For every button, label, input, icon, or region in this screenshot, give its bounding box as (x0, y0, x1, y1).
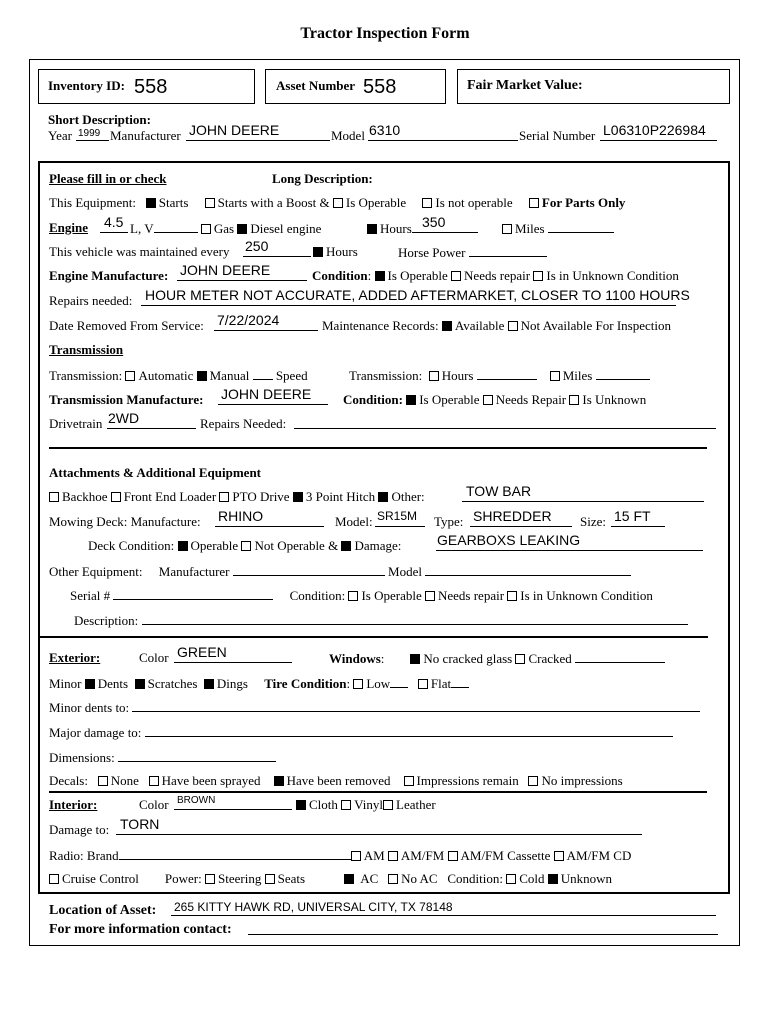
miles-checkbox[interactable] (502, 224, 512, 234)
row-other-equipment (49, 563, 631, 579)
row-maintained-hours (313, 244, 358, 259)
row-minor: Minor Dents Scratches Dings Tire Condition: Low Flat (49, 675, 469, 691)
pto-label: PTO Drive (232, 489, 290, 504)
horse-power-line[interactable] (469, 244, 547, 257)
cruise-label: Cruise Control (62, 871, 139, 886)
manufacturer-label: Manufacturer (110, 128, 181, 143)
pto-checkbox[interactable] (219, 492, 229, 502)
transmission-label-2: Transmission: (349, 368, 423, 383)
is-operable-label: Is Operable (345, 195, 407, 210)
other-checkbox[interactable] (378, 492, 388, 502)
ac-unknown-checkbox[interactable] (548, 874, 558, 884)
other-value[interactable]: TOW BAR (466, 483, 532, 499)
trans-miles-label: Miles (562, 368, 593, 383)
row-serial (70, 587, 653, 603)
interior-damage-label: Damage to: (49, 822, 110, 837)
row-deck-condition (88, 538, 401, 553)
maint-records-label: Maintenance Records: (322, 318, 439, 333)
inventory-value[interactable]: 558 (134, 76, 168, 98)
cold-label: Cold (519, 871, 545, 886)
maintained-label: This vehicle was maintained every (49, 244, 230, 259)
repairs-value[interactable]: HOUR METER NOT ACCURATE, ADDED AFTERMARKET, CLOSER TO 1100 HOURS (145, 287, 690, 303)
engine-operable-label: Is Operable (387, 268, 448, 283)
seats-label: Seats (277, 871, 306, 886)
seats-checkbox[interactable] (265, 874, 275, 884)
miles-line[interactable] (548, 220, 614, 233)
windows-label: Windows (329, 651, 381, 666)
cruise-checkbox[interactable] (49, 874, 59, 884)
available-label: Available (454, 318, 505, 333)
transmission-mfr-value[interactable]: JOHN DEERE (221, 386, 312, 402)
section-divider (38, 636, 708, 638)
location-value[interactable]: 265 KITTY HAWK RD, UNIVERSAL CITY, TX 78148 (174, 900, 453, 914)
other-model-label: Model (388, 564, 422, 579)
asset-label: Asset Number (276, 78, 356, 93)
transmission-label: Transmission: (49, 368, 123, 383)
trans-unknown-label: Is Unknown (582, 392, 647, 407)
deck-not-operable-label: Not Operable & (254, 538, 339, 553)
diesel-checkbox[interactable] (237, 224, 247, 234)
not-operable-checkbox[interactable] (422, 198, 432, 208)
gas-checkbox[interactable] (201, 224, 211, 234)
row-horse-power (398, 244, 547, 260)
amfm-label: AM/FM (400, 848, 445, 863)
deck-operable-checkbox[interactable] (178, 541, 188, 551)
starts-boost-checkbox[interactable] (205, 198, 215, 208)
row-decals (49, 773, 623, 788)
flat-line[interactable] (451, 675, 469, 688)
other-operable-label: Is Operable (361, 588, 422, 603)
other-label: Other: (391, 489, 425, 504)
mowing-model-label: Model: (335, 514, 373, 529)
fill-in-heading: Please fill in or check (49, 171, 167, 186)
no-ac-checkbox[interactable] (388, 874, 398, 884)
speed-label: Speed (275, 368, 308, 383)
row-engine (130, 220, 321, 236)
trans-repairs-label: Repairs Needed: (200, 416, 287, 431)
leather-checkbox[interactable] (383, 800, 393, 810)
power-label: Power: (164, 871, 202, 886)
front-loader-checkbox[interactable] (111, 492, 121, 502)
ac-unknown-label: Unknown (560, 871, 613, 886)
contact-line[interactable] (248, 922, 718, 935)
no-cracked-label: No cracked glass (423, 651, 513, 666)
row-transmission-type (49, 367, 308, 383)
flat-checkbox[interactable] (418, 679, 428, 689)
major-damage-line[interactable] (145, 724, 673, 737)
other-equipment-label: Other Equipment: (49, 564, 143, 579)
transmission-heading: Transmission (49, 342, 124, 357)
year-value[interactable]: 1999 (78, 128, 101, 139)
ac-label: AC (360, 871, 379, 886)
trans-operable-checkbox[interactable] (406, 395, 416, 405)
row-maint-records (322, 318, 671, 333)
starts-label: Starts (158, 195, 189, 210)
parts-only-label: For Parts Only (541, 195, 626, 210)
decals-label: Decals: (49, 773, 88, 788)
interior-heading: Interior: (49, 797, 98, 812)
other-condition-label: Condition: (289, 588, 346, 603)
decals-removed-label: Have been removed (286, 773, 391, 788)
row-engine-condition: Condition: Is Operable Needs repair Is in Unknown Condition (312, 268, 679, 283)
trans-hours-label: Hours (441, 368, 474, 383)
speed-line[interactable] (253, 367, 273, 380)
not-available-label: Not Available For Inspection (520, 318, 671, 333)
mowing-size-label: Size: (580, 514, 606, 529)
trans-operable-label: Is Operable (419, 392, 480, 407)
maintained-hours-checkbox[interactable] (313, 247, 323, 257)
other-operable-checkbox[interactable] (348, 591, 358, 601)
repairs-label: Repairs needed: (49, 293, 133, 308)
ac-checkbox[interactable] (344, 874, 354, 884)
cassette-label: AM/FM Cassette (460, 848, 551, 863)
exterior-heading: Exterior: (49, 650, 101, 665)
contact-label: For more information contact: (49, 922, 232, 937)
low-line[interactable] (390, 675, 408, 688)
maintained-value[interactable]: 250 (245, 238, 269, 254)
minor-dents-line[interactable] (132, 699, 700, 712)
model-value[interactable]: 6310 (369, 122, 401, 138)
trans-hours-line[interactable] (477, 367, 537, 380)
dings-label: Dings (216, 676, 248, 691)
long-description-heading: Long Description: (272, 171, 373, 186)
transmission-condition-label: Condition: (343, 392, 403, 407)
row-engine-miles (502, 220, 614, 236)
serial-label-2: Serial # (70, 588, 111, 603)
backhoe-label: Backhoe (62, 489, 108, 504)
starts-boost-label: Starts with a Boost & (217, 195, 330, 210)
miles-label: Miles (515, 221, 545, 236)
decals-sprayed-checkbox[interactable] (149, 776, 159, 786)
cd-checkbox[interactable] (554, 851, 564, 861)
cd-label: AM/FM CD (566, 848, 632, 863)
deck-damage-label: Damage: (354, 538, 402, 553)
mowing-mfr-value[interactable]: RHINO (218, 508, 264, 524)
am-label: AM (363, 848, 385, 863)
hitch-label: 3 Point Hitch (305, 489, 376, 504)
not-operable-label: Is not operable (435, 195, 513, 210)
row-radio (49, 847, 631, 863)
automatic-checkbox[interactable] (125, 371, 135, 381)
radio-label: Radio: Brand (49, 848, 119, 863)
tire-condition-label: Tire Condition (264, 676, 347, 691)
trans-repair-checkbox[interactable] (483, 395, 493, 405)
trans-repairs-line[interactable] (294, 416, 716, 429)
cracked-line[interactable] (575, 650, 665, 663)
interior-color-value[interactable]: BROWN (177, 795, 216, 806)
backhoe-checkbox[interactable] (49, 492, 59, 502)
scratches-label: Scratches (147, 676, 198, 691)
trans-miles-checkbox[interactable] (550, 371, 560, 381)
description-label: Description: (74, 613, 139, 628)
low-label: Low (366, 676, 391, 691)
other-unknown-label: Is in Unknown Condition (520, 588, 653, 603)
engine-size-value[interactable]: 4.5 (104, 214, 124, 230)
dings-checkbox[interactable] (204, 679, 214, 689)
other-manufacturer-line[interactable] (233, 563, 385, 576)
scratches-checkbox[interactable] (135, 679, 145, 689)
decals-no-impressions-checkbox[interactable] (528, 776, 538, 786)
available-checkbox[interactable] (442, 321, 452, 331)
other-repair-label: Needs repair (437, 588, 505, 603)
other-manufacturer-label: Manufacturer (158, 564, 230, 579)
inventory-label: Inventory ID: (48, 78, 125, 93)
engine-operable-checkbox[interactable] (375, 271, 385, 281)
vinyl-checkbox[interactable] (341, 800, 351, 810)
row-transmission-hours (349, 367, 650, 383)
deck-damage-checkbox[interactable] (341, 541, 351, 551)
hours-label: Hours (380, 221, 412, 236)
no-cracked-checkbox[interactable] (410, 654, 420, 664)
cracked-checkbox[interactable] (515, 654, 525, 664)
horse-power-label: Horse Power (398, 245, 466, 260)
date-removed-label: Date Removed From Service: (49, 318, 204, 333)
dents-checkbox[interactable] (85, 679, 95, 689)
is-operable-checkbox[interactable] (333, 198, 343, 208)
major-damage-label: Major damage to: (49, 725, 142, 740)
decals-impressions-checkbox[interactable] (404, 776, 414, 786)
decals-no-impressions-label: No impressions (541, 773, 623, 788)
serial-label: Serial Number (519, 128, 596, 143)
flat-label: Flat (430, 676, 452, 691)
starts-checkbox[interactable] (146, 198, 156, 208)
row-description (74, 612, 688, 628)
row-minor-dents (49, 699, 700, 715)
cold-checkbox[interactable] (506, 874, 516, 884)
trans-unknown-checkbox[interactable] (569, 395, 579, 405)
serial-value[interactable]: L06310P226984 (603, 122, 706, 138)
interior-damage-line (116, 822, 642, 835)
leather-label: Leather (396, 797, 436, 812)
deck-not-operable-checkbox[interactable] (241, 541, 251, 551)
fmv-label: Fair Market Value: (467, 78, 583, 93)
other-repair-checkbox[interactable] (425, 591, 435, 601)
exterior-color-value[interactable]: GREEN (177, 644, 227, 660)
row-power (49, 871, 612, 886)
mowing-model-value[interactable]: SR15M (377, 509, 418, 523)
engine-mfr-value[interactable]: JOHN DEERE (180, 262, 271, 278)
lv-line[interactable] (154, 220, 198, 233)
dimensions-line[interactable] (118, 749, 276, 762)
deck-operable-label: Operable (190, 538, 239, 553)
steering-checkbox[interactable] (205, 874, 215, 884)
steering-label: Steering (218, 871, 262, 886)
transmission-mfr-label: Transmission Manufacture: (49, 392, 204, 407)
engine-unknown-label: Is in Unknown Condition (546, 268, 679, 283)
minor-label: Minor (49, 676, 82, 691)
deck-condition-label: Deck Condition: (88, 538, 175, 553)
cloth-checkbox[interactable] (296, 800, 306, 810)
am-checkbox[interactable] (351, 851, 361, 861)
amfm-checkbox[interactable] (388, 851, 398, 861)
row-windows: Windows: No cracked glass Cracked (329, 650, 665, 666)
hitch-checkbox[interactable] (293, 492, 303, 502)
engine-unknown-checkbox[interactable] (533, 271, 543, 281)
trans-hours-checkbox[interactable] (429, 371, 439, 381)
year-label: Year (48, 128, 72, 143)
row-attachments (49, 489, 425, 504)
engine-condition-label: Condition (312, 268, 368, 283)
cassette-checkbox[interactable] (448, 851, 458, 861)
mowing-type-label: Type: (434, 514, 464, 529)
decals-none-label: None (110, 773, 139, 788)
not-available-checkbox[interactable] (508, 321, 518, 331)
manufacturer-value[interactable]: JOHN DEERE (189, 122, 280, 138)
hours-value[interactable]: 350 (422, 214, 446, 230)
engine-mfr-label: Engine Manufacture: (49, 268, 169, 283)
parts-only-checkbox[interactable] (529, 198, 539, 208)
trans-repair-label: Needs Repair (495, 392, 567, 407)
section-divider (49, 791, 707, 793)
dents-label: Dents (97, 676, 129, 691)
other-model-line[interactable] (425, 563, 631, 576)
drivetrain-value[interactable]: 2WD (108, 410, 140, 426)
section-divider (49, 447, 707, 449)
drivetrain-label: Drivetrain (49, 416, 103, 431)
automatic-label: Automatic (138, 368, 194, 383)
maintained-hours-label: Hours (326, 244, 358, 259)
row-upholstery (296, 797, 436, 812)
cloth-label: Cloth (309, 797, 338, 812)
mowing-label: Mowing Deck: Manufacture: (49, 514, 201, 529)
page-title: Tractor Inspection Form (300, 25, 470, 42)
location-label: Location of Asset: (49, 903, 157, 918)
row-dimensions (49, 749, 276, 765)
other-unknown-checkbox[interactable] (507, 591, 517, 601)
trans-miles-line[interactable] (596, 367, 650, 380)
model-label: Model (331, 128, 365, 143)
description-line[interactable] (142, 612, 688, 625)
engine-label: Engine (49, 220, 89, 235)
row-transmission-condition (343, 392, 646, 407)
manual-checkbox[interactable] (197, 371, 207, 381)
decals-removed-checkbox[interactable] (274, 776, 284, 786)
asset-value[interactable]: 558 (363, 76, 397, 98)
engine-repair-checkbox[interactable] (451, 271, 461, 281)
interior-color-label: Color (139, 797, 169, 812)
ac-condition-label: Condition: (447, 871, 503, 886)
decals-none-checkbox[interactable] (98, 776, 108, 786)
dimensions-label: Dimensions: (49, 750, 115, 765)
attachments-heading: Attachments & Additional Equipment (49, 465, 261, 480)
minor-dents-label: Minor dents to: (49, 700, 130, 715)
decals-sprayed-label: Have been sprayed (161, 773, 261, 788)
gas-label: Gas (213, 221, 235, 236)
manual-label: Manual (209, 368, 250, 383)
short-description-heading: Short Description: (48, 112, 151, 127)
this-equipment-label: This Equipment: (49, 195, 137, 210)
engine-repair-label: Needs repair (464, 268, 531, 283)
damage-value[interactable]: GEARBOXS LEAKING (437, 532, 581, 548)
row-major-damage (49, 724, 673, 740)
interior-damage-value[interactable]: TORN (120, 816, 160, 832)
mowing-type-value[interactable]: SHREDDER (473, 508, 552, 524)
cracked-label: Cracked (528, 651, 572, 666)
radio-brand-line[interactable] (119, 847, 351, 860)
row-this-equipment (49, 195, 625, 210)
low-checkbox[interactable] (353, 679, 363, 689)
front-loader-label: Front End Loader (123, 489, 217, 504)
decals-impressions-label: Impressions remain (416, 773, 519, 788)
serial-line-2[interactable] (113, 587, 273, 600)
vinyl-label: Vinyl (354, 797, 383, 812)
exterior-color-label: Color (139, 650, 169, 665)
mowing-size-value[interactable]: 15 FT (614, 508, 651, 524)
date-removed-value[interactable]: 7/22/2024 (217, 312, 280, 328)
diesel-label: Diesel engine (250, 221, 322, 236)
no-ac-label: No AC (401, 871, 438, 886)
lv-label: L, V (130, 221, 154, 236)
hours-checkbox[interactable] (367, 224, 377, 234)
